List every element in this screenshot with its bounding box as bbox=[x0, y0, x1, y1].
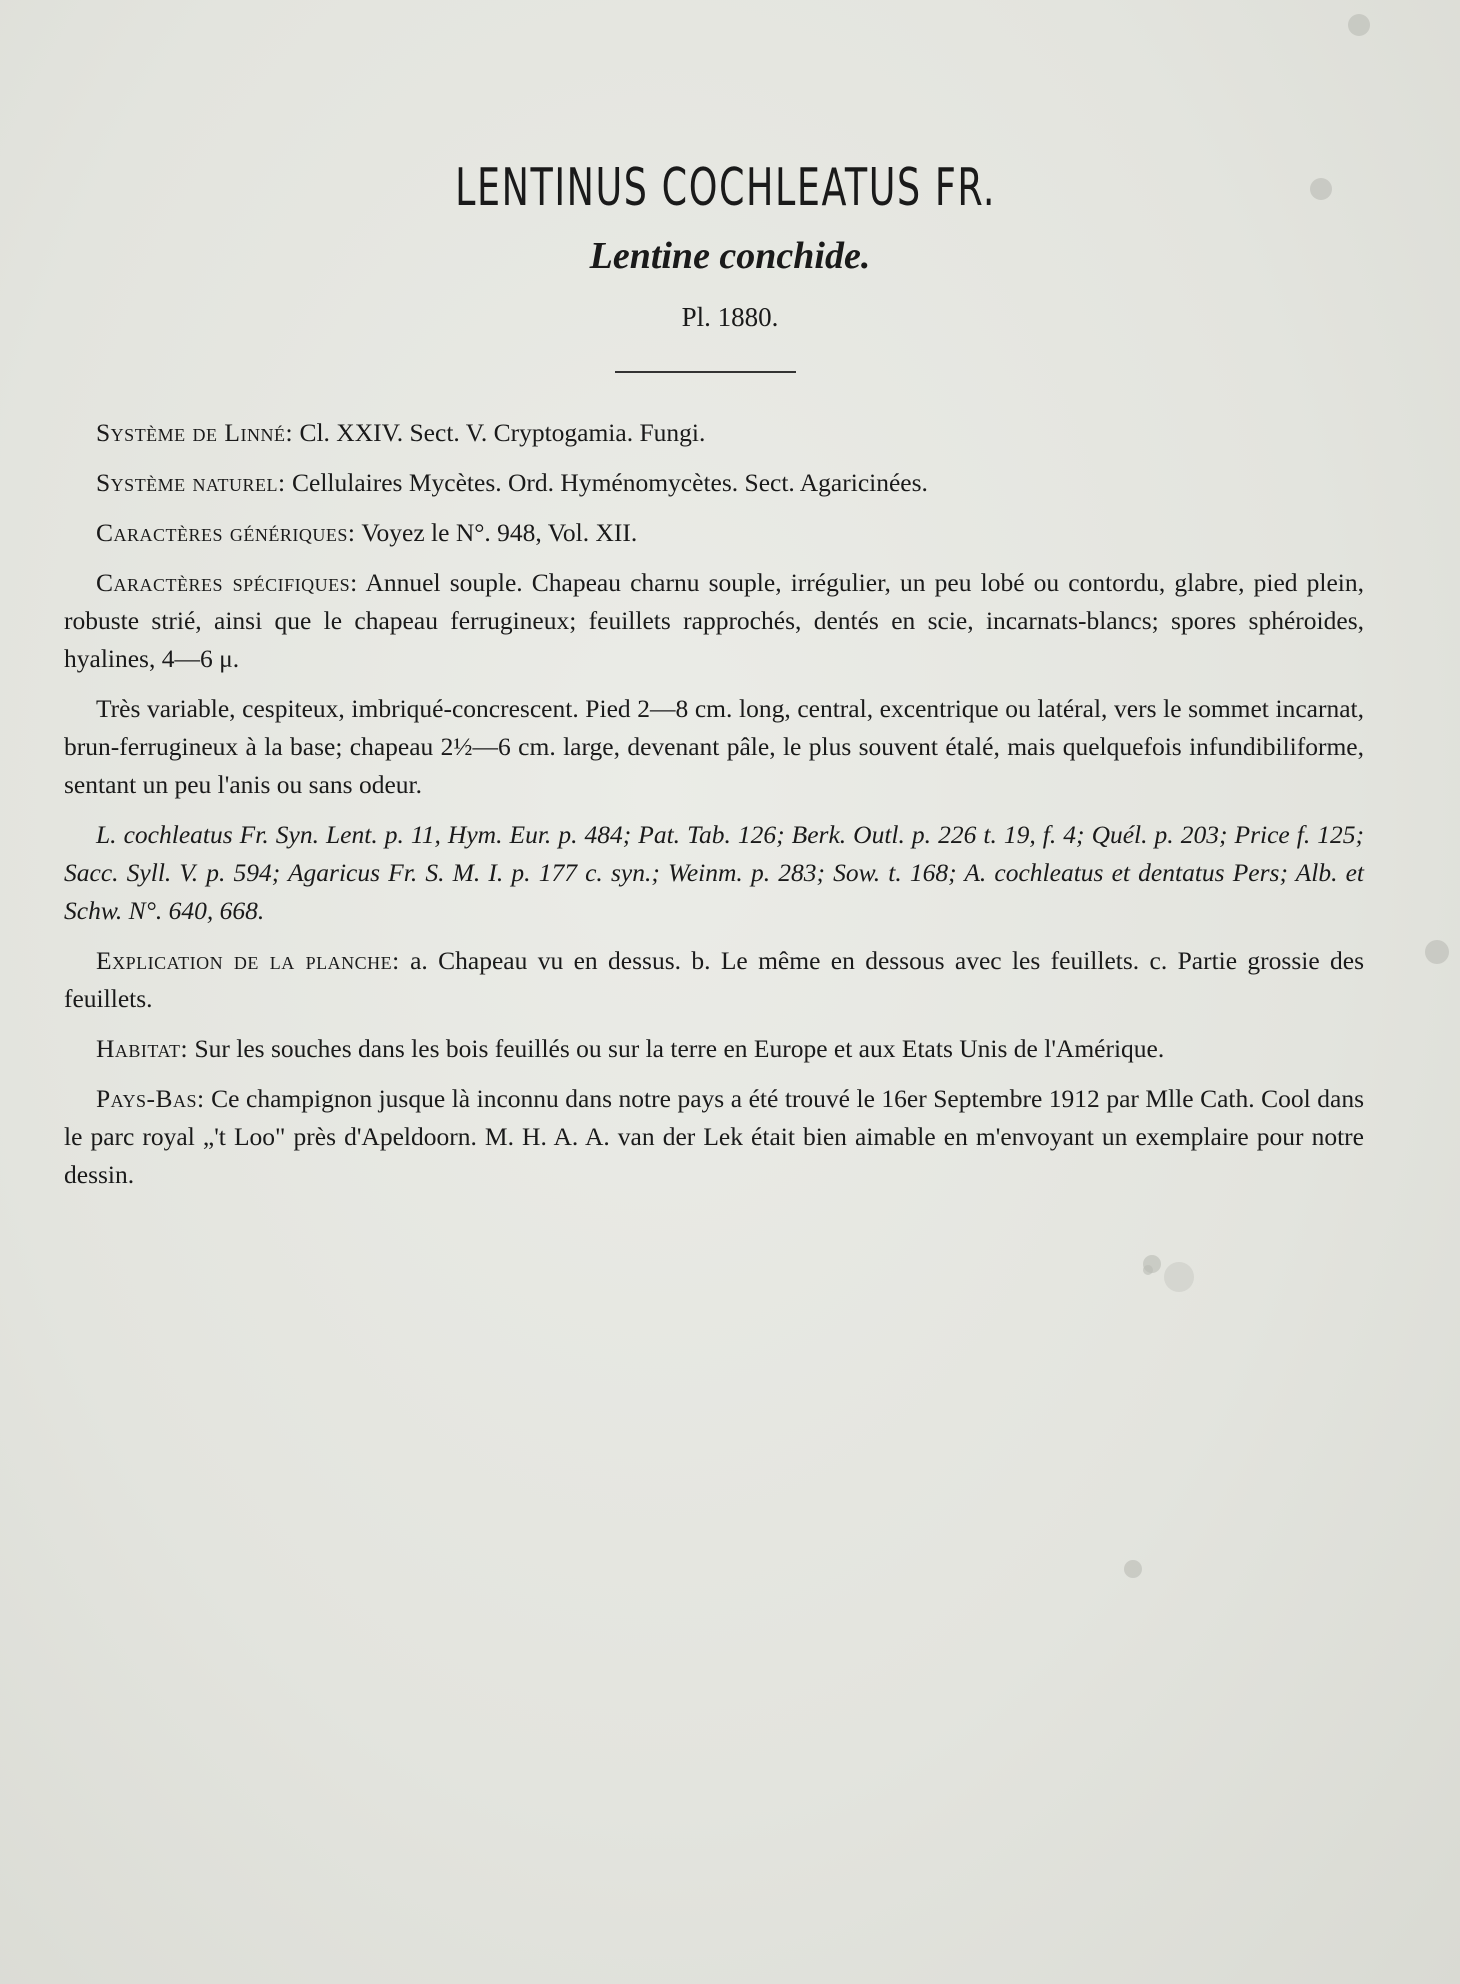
section-text: Cl. XXIV. Sect. V. Cryptogamia. Fungi. bbox=[299, 418, 706, 447]
section-label: Système naturel: bbox=[96, 468, 286, 497]
section-text: Annuel souple. Chapeau charnu souple, irrégulier, un peu lobé ou contordu, glabre, pied plein, robuste strié, ainsi que le chapeau ferrugineux; feuillets rapprochés, dentés en scie, incarnats-blancs; spores sphéroides, hyalines, 4—6 μ. bbox=[64, 568, 1365, 673]
paper-speck bbox=[1348, 14, 1370, 36]
section-label: Système de Linné: bbox=[96, 418, 294, 447]
section-text: Voyez le N°. 948, Vol. XII. bbox=[361, 518, 638, 547]
section-naturel bbox=[64, 464, 1364, 502]
section-text: Ce champignon jusque là inconnu dans notre pays a été trouvé le 16er Septembre 1912 par Mlle Cath. Cool dans le parc royal „'t Loo" près d'Apeldoorn. M. H. A. A. van der Lek était bien aimable en m'envoyant un exemplaire pour notre dessin. bbox=[64, 1084, 1365, 1189]
plate-number: Pl. 1880. bbox=[681, 302, 779, 332]
section-generiques bbox=[64, 514, 1364, 552]
paper-speck bbox=[1425, 940, 1449, 964]
document-body bbox=[64, 414, 1364, 1206]
paper-speck bbox=[1124, 1560, 1142, 1578]
paper-speck bbox=[1310, 178, 1332, 200]
references-paragraph: L. cochleatus Fr. Syn. Lent. p. 11, Hym. Eur. p. 484; Pat. Tab. 126; Berk. Outl. p. 226 t. 19, f. 4; Quél. p. 203; Price f. 125; Sacc. Syll. V. p. 594; Agaricus Fr. S. M. I. p. 177 c. syn.; Weinm. p. 283; Sow. t. 168; A. cochleatus et dentatus Pers; Alb. et Schw. N°. 640, 668. bbox=[64, 820, 1364, 925]
section-text: Sur les souches dans les bois feuillés ou sur la terre en Europe et aux Etats Unis de l'Amérique. bbox=[194, 1034, 1165, 1063]
common-name: Lentine conchide. bbox=[589, 235, 871, 277]
section-label: Caractères génériques: bbox=[96, 518, 356, 547]
section-habitat bbox=[64, 1030, 1364, 1068]
section-text: Cellulaires Mycètes. Ord. Hyménomycètes. Sect. Agaricinées. bbox=[292, 468, 928, 497]
description-paragraph: Très variable, cespiteux, imbriqué-concrescent. Pied 2—8 cm. long, central, excentrique ou latéral, vers le sommet incarnat, brun-ferrugineux à la base; chapeau 2½—6 cm. large, devenant pâle, le plus souvent étalé, mais quelquefois infundibiliforme, sentant un peu l'anis ou sans odeur. bbox=[64, 694, 1364, 799]
section-paysbas bbox=[64, 1080, 1364, 1194]
section-linne bbox=[64, 414, 1364, 452]
section-label: Explication de la planche: bbox=[96, 946, 400, 975]
paper-speck bbox=[1164, 1262, 1194, 1292]
species-title: LENTINUS COCHLEATUS FR. bbox=[455, 158, 997, 218]
section-label: Habitat: bbox=[96, 1034, 189, 1063]
section-explication bbox=[64, 942, 1364, 1018]
title-divider bbox=[615, 371, 796, 373]
section-label: Caractères spécifiques: bbox=[96, 568, 358, 597]
section-text: a. Chapeau vu en dessus. b. Le même en dessous avec les feuillets. c. Partie grossie des feuillets. bbox=[64, 946, 1365, 1013]
section-specifiques bbox=[64, 564, 1364, 678]
section-label: Pays-Bas: bbox=[96, 1084, 205, 1113]
paper-speck bbox=[1143, 1265, 1153, 1275]
